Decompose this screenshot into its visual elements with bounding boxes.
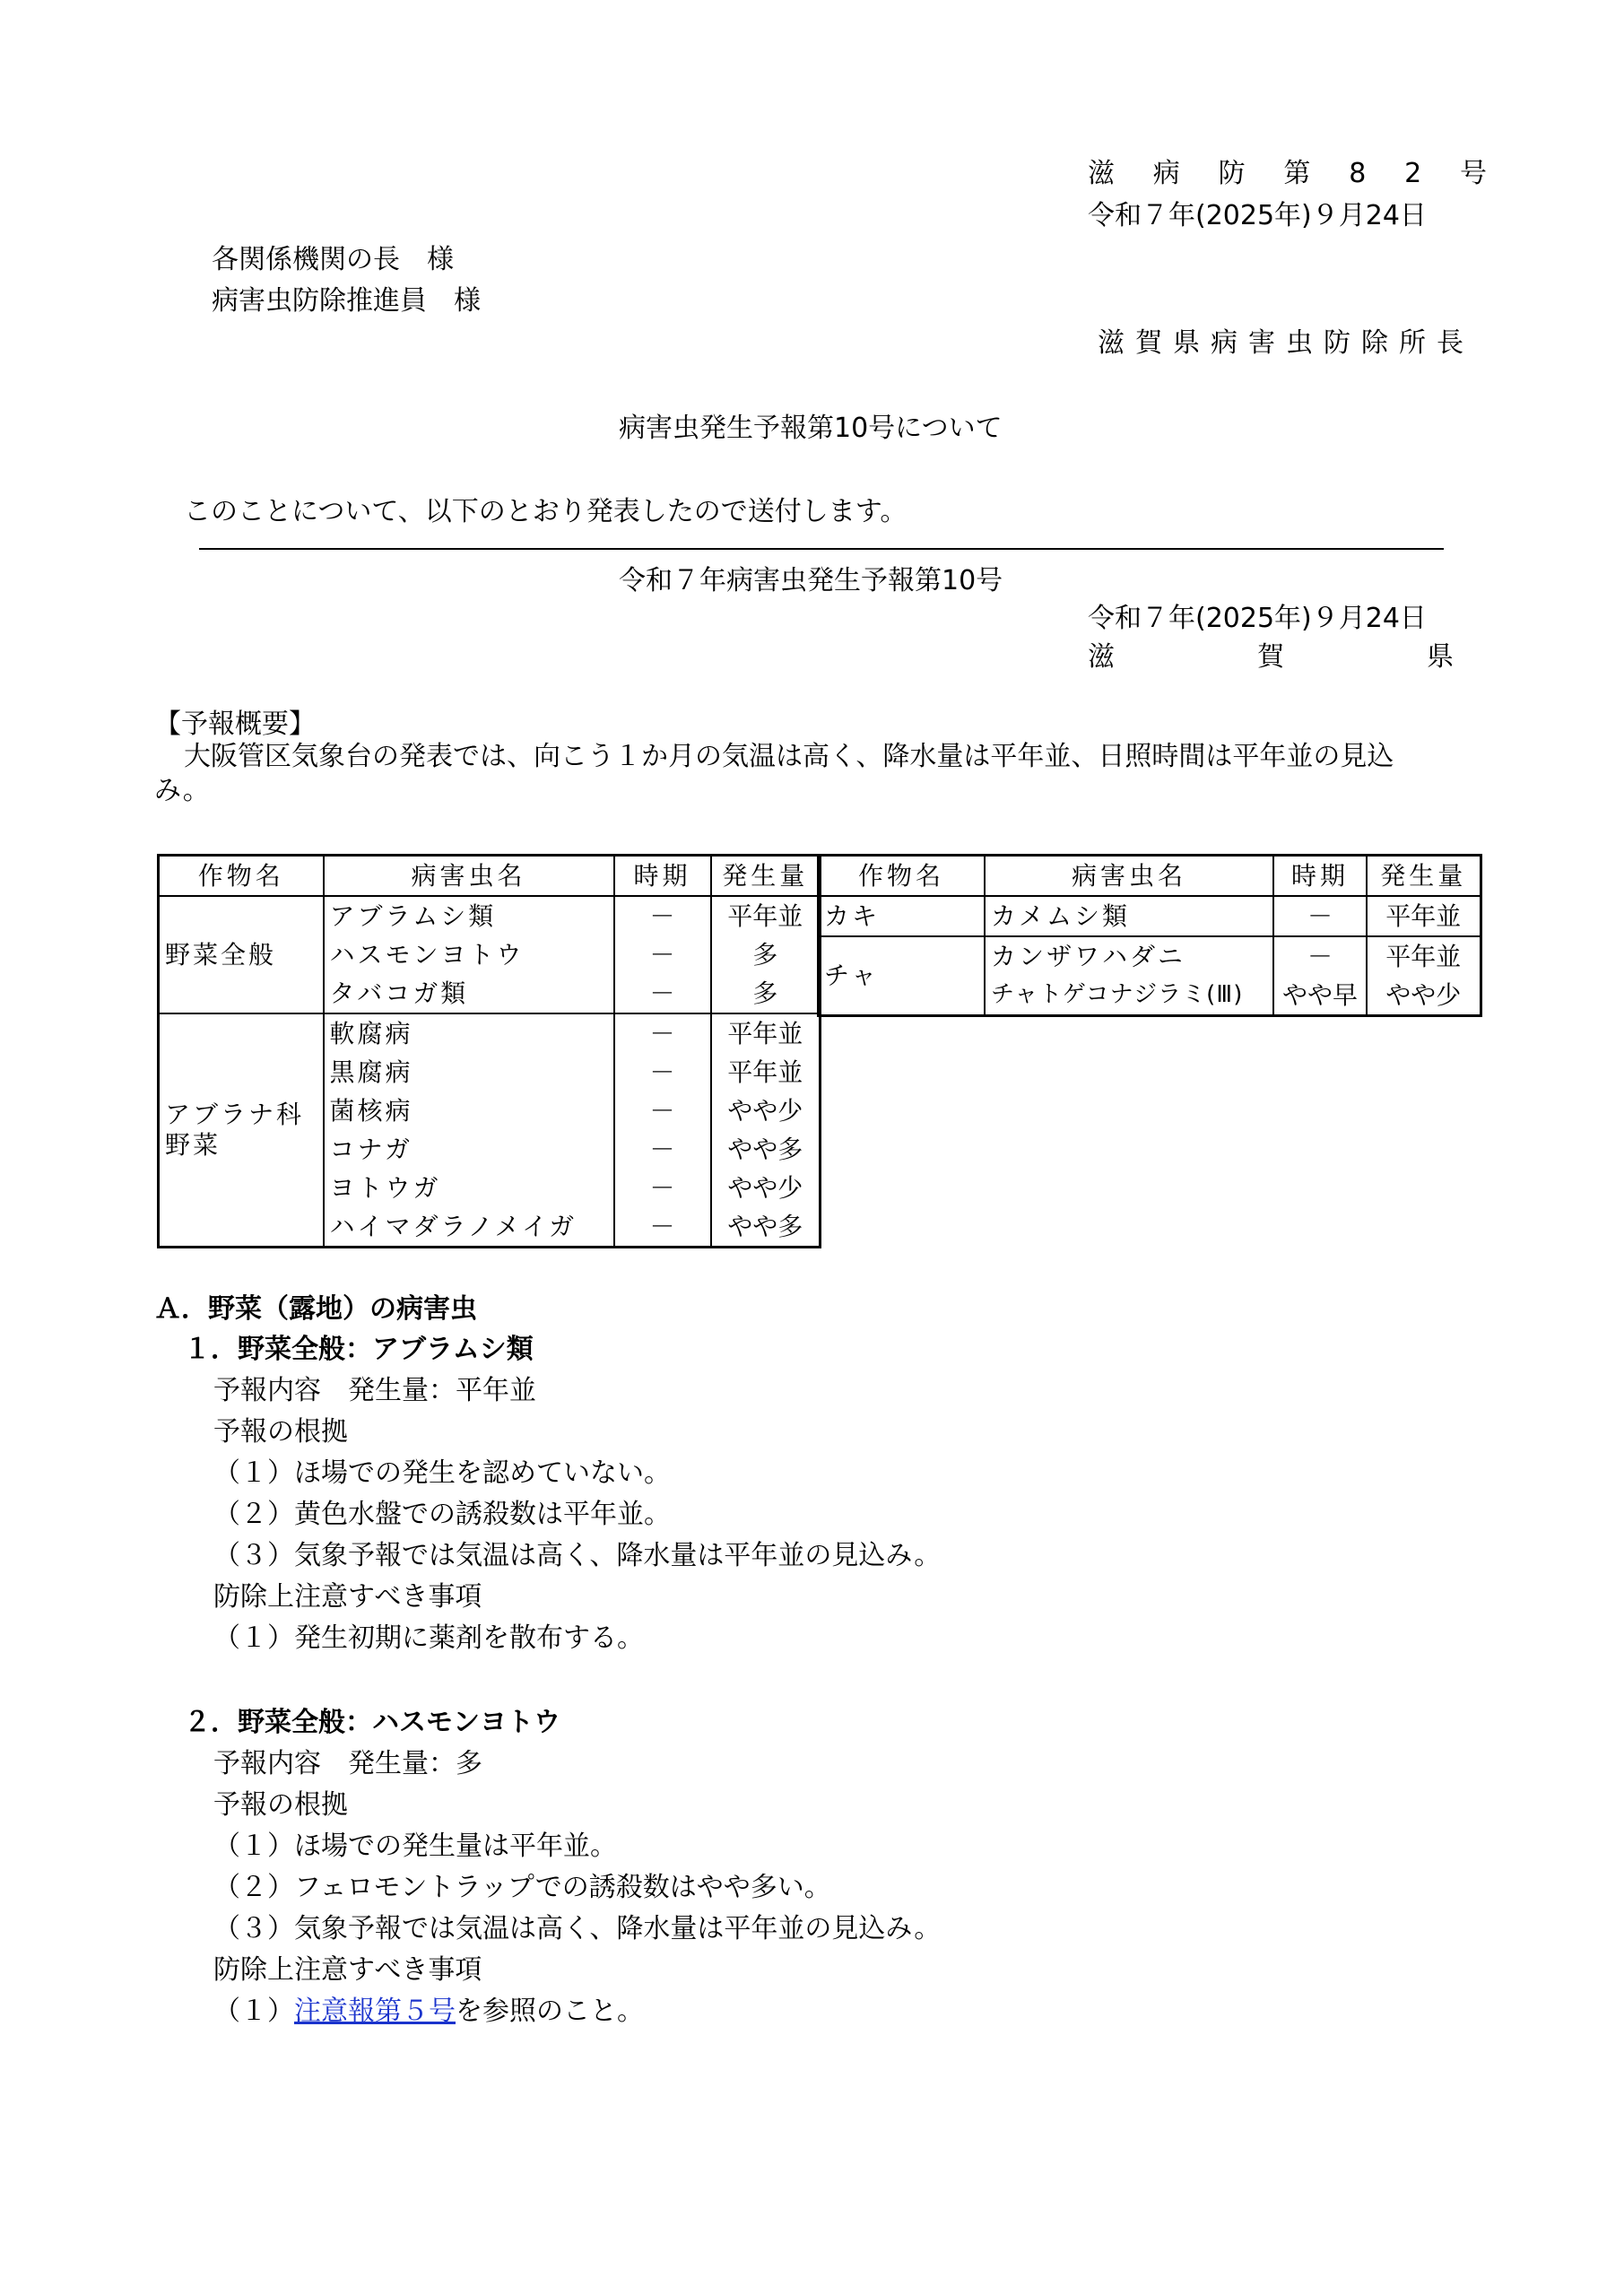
- period: －: [614, 1169, 711, 1207]
- amount: やや少: [711, 1091, 821, 1130]
- subject: 病害虫発生予報第10号について: [619, 413, 1003, 444]
- crop-name: 野菜全般: [159, 896, 324, 1013]
- item-1-basis-2: （２）黄色水盤での誘殺数は平年並。: [213, 1499, 671, 1530]
- table-row: [159, 896, 821, 935]
- advisory-no5-link[interactable]: 注意報第５号: [294, 1996, 456, 2027]
- amount: 平年並: [1367, 896, 1481, 936]
- crop-name: カキ: [818, 896, 985, 936]
- item-1-control-heading: 防除上注意すべき事項: [213, 1581, 482, 1613]
- period: －: [614, 1091, 711, 1130]
- amount: 多: [711, 974, 821, 1013]
- header-crop: 作物名: [159, 856, 324, 897]
- item-2-basis-1: （１）ほ場での発生量は平年並。: [213, 1831, 617, 1862]
- intro-text: このことについて、以下のとおり発表したので送付します。: [184, 496, 908, 527]
- item-2-basis-3: （３）気象予報では気温は高く、降水量は平年並の見込み。: [213, 1913, 942, 1944]
- divider: [199, 548, 1444, 550]
- period: －: [1273, 896, 1367, 936]
- pest-name: 菌核病: [324, 1091, 614, 1130]
- amount: 平年並: [711, 896, 821, 935]
- pest-name: タバコガ類: [324, 974, 614, 1013]
- crop-name: チャ: [818, 936, 985, 1016]
- pest-name: カンザワハダニ: [985, 936, 1273, 976]
- amount: やや多: [711, 1130, 821, 1169]
- addressee-2: 病害虫防除推進員 様: [212, 285, 481, 317]
- forecast-issuer: 滋 賀 県: [1088, 641, 1454, 673]
- summary-line-2: み。: [154, 775, 210, 806]
- amount: 平年並: [711, 1053, 821, 1091]
- forecast-table-left: [157, 854, 821, 1248]
- item-2-content: 予報内容 発生量：多: [213, 1748, 482, 1779]
- sender: 滋 賀 県 病 害 虫 防 除 所 長: [1098, 327, 1463, 359]
- period: －: [614, 896, 711, 935]
- amount: 平年並: [711, 1013, 821, 1053]
- pest-name: ハスモンヨトウ: [324, 935, 614, 974]
- period: －: [614, 974, 711, 1013]
- control-suffix: を参照のこと。: [456, 1996, 644, 2027]
- header-amount: 発生量: [1367, 856, 1481, 897]
- item-2-control-heading: 防除上注意すべき事項: [213, 1954, 482, 1986]
- pest-name: ヨトウガ: [324, 1169, 614, 1207]
- header-pest: 病害虫名: [324, 856, 614, 897]
- item-1-title: １．野菜全般：アブラムシ類: [184, 1334, 534, 1365]
- pest-name: 軟腐病: [324, 1013, 614, 1053]
- pest-name: カメムシ類: [985, 896, 1273, 936]
- crop-name: アブラナ科 野菜: [159, 1013, 324, 1248]
- period: －: [1273, 936, 1367, 976]
- item-1-control-1: （１）発生初期に薬剤を散布する。: [213, 1622, 644, 1654]
- item-1-basis-1: （１）ほ場での発生を認めていない。: [213, 1457, 671, 1489]
- pest-name: ハイマダラノメイガ: [324, 1207, 614, 1248]
- header-pest: 病害虫名: [985, 856, 1273, 897]
- forecast-title: 令和７年病害虫発生予報第10号: [619, 565, 1003, 596]
- amount: 多: [711, 935, 821, 974]
- header-period: 時期: [1273, 856, 1367, 897]
- table-row: [818, 936, 1481, 976]
- period: －: [614, 1130, 711, 1169]
- header-crop: 作物名: [818, 856, 985, 897]
- period: －: [614, 1053, 711, 1091]
- table-row: [818, 896, 1481, 936]
- header-amount: 発生量: [711, 856, 821, 897]
- item-2-basis-2: （２）フェロモントラップでの誘殺数はやや多い。: [213, 1872, 831, 1903]
- pest-name: コナガ: [324, 1130, 614, 1169]
- item-2-control-1: [213, 1996, 644, 2028]
- pest-name: アブラムシ類: [324, 896, 614, 935]
- summary-heading: 【予報概要】: [154, 709, 316, 740]
- item-2-basis-heading: 予報の根拠: [213, 1789, 348, 1821]
- period: －: [614, 1207, 711, 1248]
- pest-name: チャトゲコナジラミ(Ⅲ): [985, 976, 1273, 1016]
- amount: やや多: [711, 1207, 821, 1248]
- period: －: [614, 935, 711, 974]
- document-date: 令和７年(2025年)９月24日: [1088, 200, 1427, 231]
- section-a-heading: Ａ．野菜（露地）の病害虫: [154, 1293, 477, 1325]
- table-row: [159, 1013, 821, 1053]
- forecast-date: 令和７年(2025年)９月24日: [1088, 603, 1427, 634]
- header-period: 時期: [614, 856, 711, 897]
- addressee-1: 各関係機関の長 様: [212, 244, 454, 275]
- document-number: 滋 病 防 第 8 2 号: [1088, 158, 1487, 189]
- amount: やや少: [1367, 976, 1481, 1016]
- period: －: [614, 1013, 711, 1053]
- item-1-content: 予報内容 発生量：平年並: [213, 1375, 536, 1406]
- summary-line-1: 大阪管区気象台の発表では、向こう１か月の気温は高く、降水量は平年並、日照時間は平年並の見込: [184, 741, 1394, 772]
- item-1-basis-heading: 予報の根拠: [213, 1416, 348, 1448]
- period: やや早: [1273, 976, 1367, 1016]
- amount: やや少: [711, 1169, 821, 1207]
- item-2-title: ２．野菜全般：ハスモンヨトウ: [184, 1707, 560, 1738]
- forecast-table-right: [817, 854, 1482, 1017]
- control-prefix: （１）: [213, 1996, 294, 2027]
- item-1-basis-3: （３）気象予報では気温は高く、降水量は平年並の見込み。: [213, 1540, 942, 1571]
- table-header-row: [159, 856, 821, 897]
- table-header-row: [818, 856, 1481, 897]
- amount: 平年並: [1367, 936, 1481, 976]
- pest-name: 黒腐病: [324, 1053, 614, 1091]
